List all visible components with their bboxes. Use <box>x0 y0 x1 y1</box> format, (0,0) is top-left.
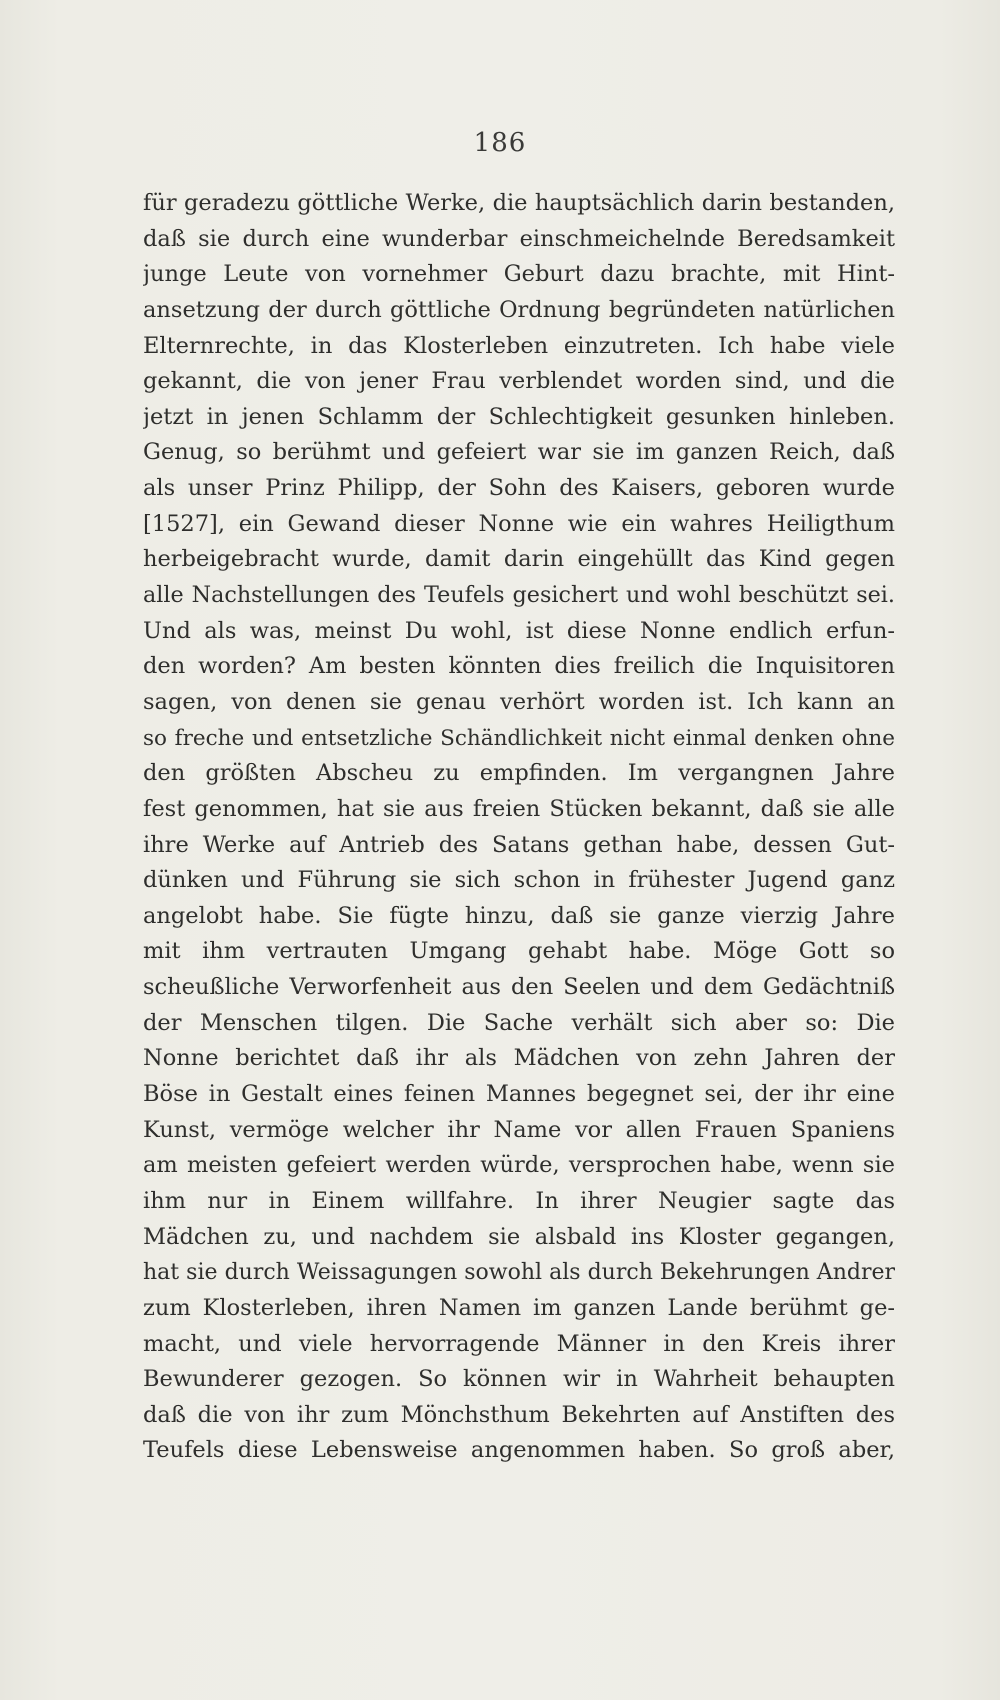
text-line: ihm nur in Einem willfahre. In ihrer Neugier sagte das <box>143 1187 895 1214</box>
text-line: ansetzung der durch göttliche Ordnung begründeten natürlichen <box>143 296 895 323</box>
text-line: Teufels diese Lebensweise angenommen haben. So groß aber, <box>143 1437 895 1464</box>
text-line: Elternrechte, in das Klosterleben einzutreten. Ich habe viele <box>143 332 895 359</box>
text-line: Nonne berichtet daß ihr als Mädchen von zehn Jahren der <box>143 1045 895 1072</box>
text-line: sagen, von denen sie genau verhört worden ist. Ich kann an <box>143 688 895 715</box>
text-line: jetzt in jenen Schlamm der Schlechtigkeit gesunken hinleben. <box>143 403 895 430</box>
text-line: hat sie durch Weissagungen sowohl als durch Bekehrungen Andrer <box>143 1260 895 1286</box>
text-line: macht, und viele hervorragende Männer in den Kreis ihrer <box>143 1330 895 1357</box>
text-line: scheußliche Verworfenheit aus den Seelen und dem Gedächtniß <box>143 974 895 1001</box>
text-line: dünken und Führung sie sich schon in frühester Jugend ganz <box>143 867 895 894</box>
text-line: daß die von ihr zum Mönchsthum Bekehrten auf Anstiften des <box>143 1401 895 1428</box>
text-line: daß sie durch eine wunderbar einschmeichelnde Beredsamkeit <box>143 225 895 252</box>
text-line: Bewunderer gezogen. So können wir in Wahrheit behaupten <box>143 1366 895 1393</box>
text-line: [1527], ein Gewand dieser Nonne wie ein wahres Heiligthum <box>143 510 895 537</box>
text-line: ihre Werke auf Antrieb des Satans gethan habe, dessen Gut- <box>143 831 895 858</box>
text-line: Mädchen zu, und nachdem sie alsbald ins Kloster gegangen, <box>143 1223 895 1250</box>
text-line: mit ihm vertrauten Umgang gehabt habe. Möge Gott so <box>143 938 895 965</box>
text-line: herbeigebracht wurde, damit darin eingehüllt das Kind gegen <box>143 546 895 573</box>
text-line: junge Leute von vornehmer Geburt dazu brachte, mit Hint- <box>143 261 895 288</box>
text-line: als unser Prinz Philipp, der Sohn des Kaisers, geboren wurde <box>143 475 895 502</box>
text-line: Und als was, meinst Du wohl, ist diese Nonne endlich erfun- <box>143 617 895 644</box>
text-line: den worden? Am besten könnten dies freilich die Inquisitoren <box>143 653 895 680</box>
text-line: den größten Abscheu zu empfinden. Im vergangnen Jahre <box>143 760 895 787</box>
text-line: angelobt habe. Sie fügte hinzu, daß sie ganze vierzig Jahre <box>143 902 895 929</box>
body-text <box>143 186 895 1469</box>
page-number: 186 <box>473 128 527 158</box>
text-line: alle Nachstellungen des Teufels gesichert und wohl beschützt sei. <box>143 582 895 609</box>
text-line: der Menschen tilgen. Die Sache verhält sich aber so: Die <box>143 1009 895 1036</box>
text-line: gekannt, die von jener Frau verblendet worden sind, und die <box>143 368 895 395</box>
text-line: Genug, so berühmt und gefeiert war sie im ganzen Reich, daß <box>143 439 895 466</box>
text-line: zum Klosterleben, ihren Namen im ganzen Lande berühmt ge- <box>143 1294 895 1321</box>
text-line: so freche und entsetzliche Schändlichkeit nicht einmal denken ohne <box>143 725 895 751</box>
text-line: für geradezu göttliche Werke, die hauptsächlich darin bestanden, <box>143 190 895 216</box>
text-line: Böse in Gestalt eines feinen Mannes begegnet sei, der ihr eine <box>143 1081 895 1108</box>
text-line: am meisten gefeiert werden würde, versprochen habe, wenn sie <box>143 1152 895 1179</box>
text-line: fest genommen, hat sie aus freien Stücken bekannt, daß sie alle <box>143 795 895 822</box>
text-line: Kunst, vermöge welcher ihr Name vor allen Frauen Spaniens <box>143 1116 895 1143</box>
